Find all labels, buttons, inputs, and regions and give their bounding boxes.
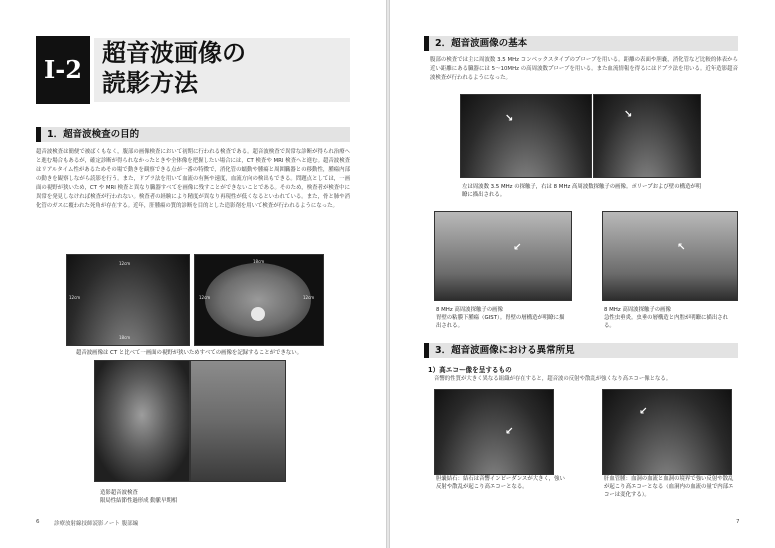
figure-caption-line: 造影超音波検査 bbox=[100, 490, 138, 496]
arrow-icon: ↘ bbox=[624, 109, 633, 120]
figure-caption: 8 MHz 高周波探触子の画像 胃壁の粘膜下腫瘍（GIST）。胃壁の層構造が明瞭に描出される。 bbox=[436, 307, 565, 329]
section-paragraph: 音響的性質が大きく異なる組織が存在すると，超音波の反射や散乱が強くなり高エコー像となる。 bbox=[434, 376, 672, 382]
section-paragraph: 超音波検査は簡便で被ばくもなく，腹部の画像検査において初期に行われる検査である。超音波検査で異常な診断が得られ治療へと進む場合もあるが，確定診断が得られなかったときや全体像を把握したい場合には，CT 検査や MRI 検査へと進む。超音波検査はリアルタイム性があるためその場で動きを観察できる点が一番の特徴で，消化管の蠕動や腫瘍と周囲臓器との移動性，腫瘍内部の動きを観察しながら読影を行う。また，ドプラ法を用いて血流の有無や速度，血流方向の検出もできる。問題点としては，一画面の視野が狭いため，CT や MRI 検査と異なり臓器すべてを画像に残すことができないことである。そのため，検査者が検査中に異常を発見しなければ検査が行われない。検査者の経験により精度が異なり再現性が低くなるといわれている。また，骨と肺や消化管のガスに覆われた死角が存在する。近年，肝腫瘍の質的診断を目的とした造影剤を用いて検査が行われるようになった。 bbox=[36, 149, 350, 209]
chapter-number: I-2 bbox=[36, 36, 90, 104]
left-page bbox=[0, 0, 387, 548]
page-number: 7 bbox=[736, 519, 740, 525]
figure-caption: 超音波画像は CT と比べて一画面の視野が狭いためすべての画像を記録することができない。 bbox=[76, 350, 303, 356]
ultrasound-image bbox=[66, 254, 190, 346]
ultrasound-image bbox=[434, 211, 572, 301]
subsection-heading: 1）高エコー像を呈するもの bbox=[428, 366, 512, 374]
figure-caption-line: 限局性結節性過形成 動脈早期相 bbox=[100, 498, 178, 504]
arrow-icon: ↖ bbox=[677, 242, 686, 253]
figure-caption: 左は周波数 3.5 MHz の探触子，右は 8 MHz 高周波数探触子の画像。ポリープおよび壁の構造が明瞭に描出される。 bbox=[462, 184, 702, 198]
right-page bbox=[389, 0, 775, 548]
section-heading: 1．超音波検査の目的 bbox=[36, 127, 350, 142]
figure-caption: 胆嚢結石：結石は音響インピーダンスが大きく，強い反射や散乱が起こり高エコーとなる。 bbox=[436, 476, 565, 490]
ct-vertebra bbox=[251, 307, 265, 321]
contrast-ultrasound-image bbox=[94, 360, 190, 482]
running-head: 診療放射線技師読影ノート 腹部編 bbox=[54, 521, 139, 527]
arrow-icon: ↘ bbox=[505, 113, 514, 124]
ultrasound-image bbox=[602, 389, 732, 475]
figure-caption: 8 MHz 高周波探触子の画像 急性虫垂炎。虫垂の層構造と内腔が明瞭に描出される。 bbox=[604, 307, 728, 329]
chapter-title bbox=[94, 38, 350, 102]
figure-caption bbox=[100, 489, 260, 505]
contrast-ultrasound-image bbox=[190, 360, 286, 482]
chapter-title-line2: 読影方法 bbox=[102, 69, 198, 97]
section-heading: 3．超音波画像における異常所見 bbox=[424, 343, 738, 358]
ct-body-outline bbox=[205, 263, 311, 337]
ct-image bbox=[194, 254, 324, 346]
section-heading: 2．超音波画像の基本 bbox=[424, 36, 738, 51]
section-paragraph: 腹部の検査では主に周波数 3.5 MHz コンベックスタイプのプローブを用いる。距離の表面や胆嚢，消化管など比較的体表から近い距離にある臓器には 5～10MHz の高周波数プローブを用いる。また血流情報を得るにはドプラ法を用いる。近年造影超音波検査が行われるようになった。 bbox=[430, 57, 738, 81]
ultrasound-image bbox=[460, 94, 592, 178]
chapter-header bbox=[36, 36, 350, 104]
ultrasound-image bbox=[434, 389, 554, 475]
dimension-label: 12cm bbox=[303, 295, 315, 300]
figure-caption: 肝血管腫：血洞の血流と血洞の境界で強い反射や散乱が起こり高エコーとなる（血洞内の血流の量で内部エコーは変化する）。 bbox=[604, 476, 734, 498]
ultrasound-image bbox=[593, 94, 701, 178]
dimension-label: 18cm bbox=[253, 259, 265, 264]
arrow-icon: ↙ bbox=[505, 426, 514, 437]
page-number: 6 bbox=[36, 519, 40, 525]
dimension-label: 12cm bbox=[199, 295, 211, 300]
arrow-icon: ↙ bbox=[639, 406, 648, 417]
chapter-title-line1: 超音波画像の bbox=[102, 39, 246, 67]
arrow-icon: ↙ bbox=[513, 242, 522, 253]
dimension-label: 12cm bbox=[69, 295, 81, 300]
dimension-label: 12cm bbox=[119, 261, 131, 266]
ultrasound-image bbox=[602, 211, 738, 301]
dimension-label: 18cm bbox=[119, 335, 131, 340]
